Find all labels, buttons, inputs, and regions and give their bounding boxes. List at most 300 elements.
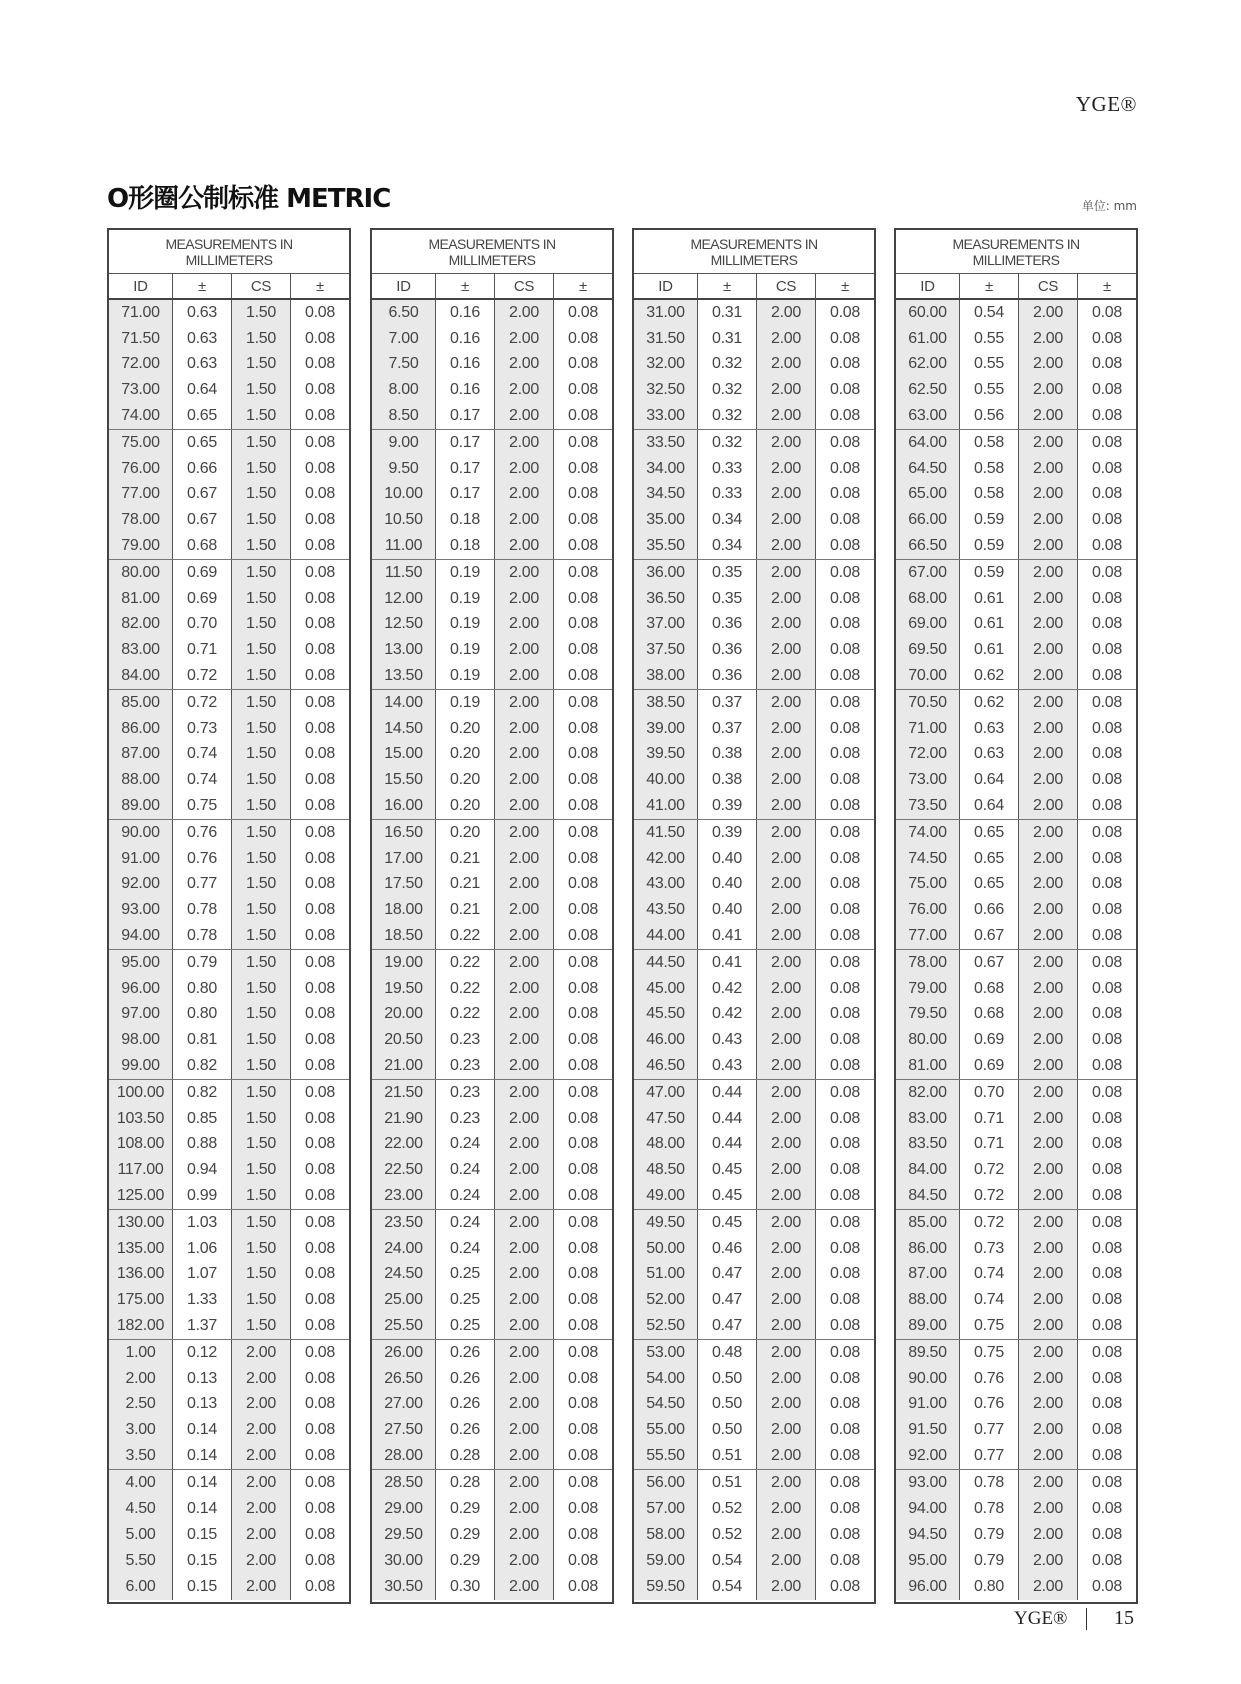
col-cs-header: CS [495, 274, 554, 298]
col-id-tolerance-cell: 0.77 [960, 1417, 1019, 1443]
col-cs-tolerance-cell: 0.08 [568, 511, 598, 529]
col-cs-cell: 2.00 [495, 872, 554, 898]
col-cs-cell: 2.00 [757, 1340, 816, 1366]
col-id-cell: 83.50 [896, 1132, 960, 1158]
col-id-tolerance-header: ± [436, 274, 495, 298]
col-id-cell: 70.50 [896, 690, 960, 716]
col-id-tolerance-cell: 0.15 [173, 1522, 232, 1548]
col-id-cell: 52.00 [634, 1287, 698, 1313]
col-cs-tolerance-cell: 0.08 [568, 1343, 598, 1361]
table-row [372, 716, 612, 742]
col-cs-cell: 2.00 [1019, 377, 1078, 403]
col-id-tolerance-cell: 0.81 [173, 1027, 232, 1053]
col-id-tolerance-cell: 0.43 [698, 1053, 757, 1079]
col-id-cell: 18.00 [372, 897, 436, 923]
col-id-tolerance-cell: 0.23 [436, 1027, 495, 1053]
col-id-tolerance-cell: 0.88 [173, 1132, 232, 1158]
col-cs-tolerance-cell: 0.08 [830, 537, 860, 555]
table-row [372, 1496, 612, 1522]
col-cs-tolerance-cell: 0.08 [1092, 1395, 1122, 1413]
table-row [896, 1262, 1136, 1288]
col-id-tolerance-cell: 0.29 [436, 1496, 495, 1522]
col-cs-cell: 2.00 [495, 663, 554, 689]
col-cs-tolerance-cell: 0.08 [568, 875, 598, 893]
table-row [896, 326, 1136, 352]
col-cs-tolerance-cell: 0.08 [305, 1343, 335, 1361]
col-cs-tolerance-cell: 0.08 [568, 1317, 598, 1335]
col-cs-tolerance-cell: 0.08 [305, 641, 335, 659]
col-id-tolerance-cell: 0.24 [436, 1132, 495, 1158]
table-row [896, 560, 1136, 586]
col-id-cell: 23.50 [372, 1210, 436, 1236]
col-id-cell: 36.50 [634, 586, 698, 612]
col-id-tolerance-cell: 0.21 [436, 897, 495, 923]
col-id-cell: 90.00 [109, 820, 173, 846]
col-id-tolerance-cell: 0.50 [698, 1417, 757, 1443]
col-id-tolerance-cell: 1.06 [173, 1236, 232, 1262]
col-cs-tolerance-cell: 0.08 [830, 1369, 860, 1387]
col-cs-cell: 2.00 [495, 1470, 554, 1496]
col-cs-cell: 2.00 [1019, 1522, 1078, 1548]
col-id-tolerance-cell: 0.45 [698, 1210, 757, 1236]
col-cs-cell: 1.50 [232, 663, 291, 689]
col-id-tolerance-cell: 0.74 [960, 1262, 1019, 1288]
table-row [896, 663, 1136, 689]
col-id-cell: 82.00 [896, 1080, 960, 1106]
col-cs-cell: 2.00 [757, 300, 816, 326]
col-id-cell: 117.00 [109, 1157, 173, 1183]
table-row [372, 1470, 612, 1496]
col-id-cell: 88.00 [896, 1287, 960, 1313]
col-id-cell: 30.00 [372, 1548, 436, 1574]
col-id-cell: 94.00 [896, 1496, 960, 1522]
col-id-tolerance-cell: 0.74 [173, 742, 232, 768]
row-group [109, 1340, 349, 1470]
col-cs-cell: 1.50 [232, 507, 291, 533]
table-row [634, 560, 874, 586]
col-cs-tolerance-header: ± [841, 277, 849, 295]
table-row [372, 1132, 612, 1158]
col-id-tolerance-cell: 0.55 [960, 326, 1019, 352]
col-cs-tolerance-cell: 0.08 [1092, 511, 1122, 529]
col-id-cell: 175.00 [109, 1287, 173, 1313]
table-row [372, 1366, 612, 1392]
col-cs-tolerance-cell: 0.08 [1092, 1369, 1122, 1387]
row-group [109, 300, 349, 430]
col-cs-cell: 2.00 [757, 612, 816, 638]
col-id-cell: 54.00 [634, 1366, 698, 1392]
col-cs-cell: 2.00 [757, 377, 816, 403]
table-row [109, 1262, 349, 1288]
col-cs-cell: 2.00 [495, 533, 554, 559]
col-id-cell: 96.00 [109, 976, 173, 1002]
col-cs-tolerance-cell: 0.08 [305, 1213, 335, 1231]
col-id-cell: 24.50 [372, 1262, 436, 1288]
col-id-tolerance-cell: 0.77 [960, 1443, 1019, 1469]
col-cs-cell: 2.00 [232, 1574, 291, 1600]
col-id-tolerance-cell: 0.19 [436, 586, 495, 612]
col-cs-cell: 2.00 [495, 1183, 554, 1209]
col-cs-cell: 1.50 [232, 897, 291, 923]
col-id-tolerance-cell: 0.66 [960, 897, 1019, 923]
col-cs-cell: 2.00 [757, 767, 816, 793]
col-id-cell: 14.00 [372, 690, 436, 716]
col-cs-cell: 1.50 [232, 767, 291, 793]
col-cs-tolerance-cell: 0.08 [568, 1161, 598, 1179]
col-id-cell: 84.50 [896, 1183, 960, 1209]
table-header: MEASUREMENTS IN MILLIMETERS [372, 230, 612, 274]
col-cs-tolerance-cell: 0.08 [830, 1317, 860, 1335]
col-id-cell: 89.00 [109, 793, 173, 819]
table-row [634, 1496, 874, 1522]
col-id-cell: 13.50 [372, 663, 436, 689]
table-row [109, 1496, 349, 1522]
col-cs-tolerance-cell: 0.08 [568, 355, 598, 373]
table-row [372, 872, 612, 898]
col-cs-tolerance-cell: 0.08 [568, 849, 598, 867]
row-group [109, 690, 349, 820]
col-id-cell: 41.00 [634, 793, 698, 819]
col-cs-tolerance-cell: 0.08 [830, 1083, 860, 1101]
table-row [896, 430, 1136, 456]
col-id-tolerance-cell: 0.32 [698, 352, 757, 378]
col-cs-tolerance-cell: 0.08 [830, 1213, 860, 1231]
col-id-tolerance-cell: 0.31 [698, 326, 757, 352]
table-row [372, 1417, 612, 1443]
col-id-cell: 15.00 [372, 742, 436, 768]
col-cs-tolerance-header: ± [579, 277, 587, 295]
table-row [372, 482, 612, 508]
col-id-tolerance-cell: 0.37 [698, 690, 757, 716]
table-row [372, 767, 612, 793]
col-id-tolerance-cell: 0.14 [173, 1496, 232, 1522]
col-id-cell: 23.00 [372, 1183, 436, 1209]
table-row [634, 1366, 874, 1392]
col-cs-tolerance-cell: 0.08 [305, 1369, 335, 1387]
col-id-cell: 80.00 [896, 1027, 960, 1053]
table-row [109, 507, 349, 533]
col-cs-tolerance-cell: 0.08 [305, 693, 335, 711]
row-group [896, 690, 1136, 820]
table-row [896, 820, 1136, 846]
col-id-tolerance-header: ± [173, 274, 232, 298]
col-cs-tolerance-cell: 0.08 [305, 1291, 335, 1309]
table-row [109, 482, 349, 508]
table-row [372, 1106, 612, 1132]
table-row [896, 1002, 1136, 1028]
col-cs-tolerance-cell: 0.08 [830, 615, 860, 633]
col-cs-tolerance-cell: 0.08 [568, 1500, 598, 1517]
col-id-tolerance-cell: 0.13 [173, 1366, 232, 1392]
col-id-tolerance-cell: 0.65 [960, 872, 1019, 898]
col-id-tolerance-cell: 0.22 [436, 950, 495, 976]
col-id-cell: 4.00 [109, 1470, 173, 1496]
col-id-tolerance-cell: 0.26 [436, 1392, 495, 1418]
col-id-cell: 75.00 [109, 430, 173, 456]
col-cs-tolerance-cell: 0.08 [1092, 641, 1122, 659]
col-cs-tolerance-cell: 0.08 [305, 953, 335, 971]
col-cs-cell: 2.00 [757, 482, 816, 508]
col-cs-cell: 2.00 [495, 1366, 554, 1392]
column-headers [372, 274, 612, 300]
col-id-tolerance-cell: 0.19 [436, 637, 495, 663]
col-id-tolerance-cell: 0.79 [173, 950, 232, 976]
col-id-cell: 78.00 [896, 950, 960, 976]
table-row [634, 1053, 874, 1079]
table-row [896, 690, 1136, 716]
col-id-tolerance-cell: 0.64 [960, 767, 1019, 793]
table-row [372, 1236, 612, 1262]
col-cs-cell: 2.00 [757, 1262, 816, 1288]
col-id-cell: 93.00 [896, 1470, 960, 1496]
col-cs-cell: 2.00 [757, 1080, 816, 1106]
col-id-tolerance-cell: 0.22 [436, 1002, 495, 1028]
col-id-tolerance-cell: 0.20 [436, 820, 495, 846]
col-cs-cell: 2.00 [757, 1210, 816, 1236]
table-header: MEASUREMENTS IN MILLIMETERS [634, 230, 874, 274]
col-id-cell: 3.50 [109, 1443, 173, 1469]
col-cs-tolerance-cell: 0.08 [305, 1161, 335, 1179]
table-row [896, 1080, 1136, 1106]
col-id-cell: 29.50 [372, 1522, 436, 1548]
table-row [634, 1443, 874, 1469]
col-id-tolerance-cell: 0.62 [960, 663, 1019, 689]
col-id-tolerance-cell: 0.36 [698, 612, 757, 638]
col-id-tolerance-cell: 0.70 [173, 612, 232, 638]
col-id-tolerance-cell: 0.25 [436, 1287, 495, 1313]
table-row [634, 1157, 874, 1183]
col-id-cell: 103.50 [109, 1106, 173, 1132]
col-id-cell: 83.00 [109, 637, 173, 663]
col-id-tolerance-cell: 0.37 [698, 716, 757, 742]
col-id-cell: 19.00 [372, 950, 436, 976]
col-id-cell: 72.00 [896, 742, 960, 768]
col-id-tolerance-cell: 0.85 [173, 1106, 232, 1132]
col-cs-cell: 2.00 [495, 586, 554, 612]
col-cs-tolerance-cell: 0.08 [1092, 875, 1122, 893]
table-row [372, 846, 612, 872]
table-row [109, 326, 349, 352]
col-id-tolerance-cell: 0.13 [173, 1392, 232, 1418]
col-cs-tolerance-cell: 0.08 [568, 1187, 598, 1205]
col-id-tolerance-cell: 0.18 [436, 533, 495, 559]
col-cs-cell: 2.00 [1019, 1027, 1078, 1053]
col-id-header: ID [372, 274, 436, 298]
col-cs-cell: 2.00 [757, 872, 816, 898]
col-id-cell: 135.00 [109, 1236, 173, 1262]
col-cs-tolerance-cell: 0.08 [1092, 537, 1122, 555]
col-cs-tolerance-cell: 0.08 [568, 1474, 598, 1491]
col-cs-tolerance-cell: 0.08 [830, 1057, 860, 1075]
table-row [372, 456, 612, 482]
table-row [634, 1183, 874, 1209]
col-cs-tolerance-cell: 0.08 [568, 979, 598, 997]
table-row [372, 1340, 612, 1366]
col-cs-tolerance-cell: 0.08 [568, 1239, 598, 1257]
col-cs-cell: 1.50 [232, 1236, 291, 1262]
col-cs-tolerance-cell: 0.08 [305, 1005, 335, 1023]
column-headers [896, 274, 1136, 300]
col-cs-cell: 2.00 [495, 1392, 554, 1418]
col-cs-tolerance-cell: 0.08 [305, 1500, 335, 1517]
col-id-tolerance-cell: 0.47 [698, 1313, 757, 1339]
col-id-tolerance-cell: 0.16 [436, 377, 495, 403]
col-cs-cell: 2.00 [757, 456, 816, 482]
row-group [896, 300, 1136, 430]
col-cs-tolerance-cell: 0.08 [830, 693, 860, 711]
col-id-tolerance-cell: 0.22 [436, 923, 495, 949]
col-id-tolerance-cell: 0.17 [436, 430, 495, 456]
col-id-cell: 71.00 [109, 300, 173, 326]
col-cs-tolerance-cell: 0.08 [830, 1109, 860, 1127]
col-cs-tolerance-cell: 0.08 [1092, 1083, 1122, 1101]
col-cs-tolerance-cell: 0.08 [1092, 1109, 1122, 1127]
col-id-tolerance-cell: 0.63 [173, 300, 232, 326]
col-id-cell: 7.50 [372, 352, 436, 378]
col-id-tolerance-cell: 0.28 [436, 1443, 495, 1469]
col-id-cell: 39.00 [634, 716, 698, 742]
col-id-cell: 56.00 [634, 1470, 698, 1496]
col-id-tolerance-cell: 0.20 [436, 716, 495, 742]
row-group [896, 1340, 1136, 1470]
col-id-cell: 40.00 [634, 767, 698, 793]
col-cs-cell: 2.00 [495, 820, 554, 846]
table-row [109, 846, 349, 872]
table-row [634, 716, 874, 742]
row-group [372, 560, 612, 690]
col-cs-tolerance-cell: 0.08 [830, 1161, 860, 1179]
col-id-tolerance-header: ± [960, 274, 1019, 298]
row-group [896, 560, 1136, 690]
col-cs-cell: 2.00 [495, 1027, 554, 1053]
col-cs-cell: 2.00 [232, 1548, 291, 1574]
col-id-cell: 91.00 [109, 846, 173, 872]
table-row [372, 533, 612, 559]
table-row [372, 1287, 612, 1313]
table-row [896, 482, 1136, 508]
col-cs-cell: 1.50 [232, 976, 291, 1002]
col-cs-cell: 2.00 [495, 716, 554, 742]
col-id-tolerance-cell: 0.19 [436, 612, 495, 638]
col-cs-tolerance-cell: 0.08 [1092, 1421, 1122, 1439]
col-id-tolerance-cell: 0.35 [698, 586, 757, 612]
col-id-tolerance-cell: 0.69 [960, 1053, 1019, 1079]
col-cs-tolerance-cell: 0.08 [1092, 953, 1122, 971]
col-cs-tolerance-cell: 0.08 [568, 433, 598, 451]
col-id-tolerance-cell: 0.52 [698, 1496, 757, 1522]
row-group [634, 430, 874, 560]
col-cs-tolerance-cell: 0.08 [568, 1369, 598, 1387]
col-id-cell: 49.00 [634, 1183, 698, 1209]
col-id-cell: 11.00 [372, 533, 436, 559]
col-cs-tolerance-cell: 0.08 [1092, 1135, 1122, 1153]
col-id-cell: 66.00 [896, 507, 960, 533]
row-group [634, 1080, 874, 1210]
col-cs-tolerance-cell: 0.08 [568, 381, 598, 399]
col-cs-cell: 2.00 [495, 612, 554, 638]
col-id-tolerance-cell: 0.32 [698, 430, 757, 456]
col-id-tolerance-cell: 0.59 [960, 507, 1019, 533]
row-group [634, 300, 874, 430]
col-cs-cell: 2.00 [1019, 1417, 1078, 1443]
col-cs-tolerance-cell: 0.08 [305, 875, 335, 893]
col-id-cell: 29.00 [372, 1496, 436, 1522]
col-cs-cell: 2.00 [495, 1210, 554, 1236]
col-cs-tolerance-cell: 0.08 [305, 901, 335, 919]
col-cs-cell: 2.00 [757, 976, 816, 1002]
col-cs-tolerance-cell: 0.08 [830, 303, 860, 321]
col-id-tolerance-cell: 0.59 [960, 533, 1019, 559]
table-row [634, 872, 874, 898]
col-cs-cell: 2.00 [757, 1417, 816, 1443]
col-cs-cell: 2.00 [757, 637, 816, 663]
col-id-cell: 73.00 [896, 767, 960, 793]
col-id-cell: 27.00 [372, 1392, 436, 1418]
row-group [634, 1470, 874, 1600]
col-id-cell: 83.00 [896, 1106, 960, 1132]
row-group [372, 1210, 612, 1340]
table-row [896, 1443, 1136, 1469]
row-group [896, 1210, 1136, 1340]
table-row [109, 1236, 349, 1262]
col-id-cell: 15.50 [372, 767, 436, 793]
col-id-tolerance-cell: 0.14 [173, 1443, 232, 1469]
measurement-table-1 [107, 228, 351, 1604]
col-cs-cell: 2.00 [1019, 872, 1078, 898]
col-cs-tolerance-cell: 0.08 [568, 953, 598, 971]
table-row [109, 1443, 349, 1469]
col-cs-cell: 2.00 [757, 352, 816, 378]
col-cs-tolerance-cell: 0.08 [830, 1135, 860, 1153]
col-cs-tolerance-cell: 0.08 [1092, 667, 1122, 685]
col-id-tolerance-cell: 0.41 [698, 950, 757, 976]
col-id-tolerance-cell: 0.71 [960, 1132, 1019, 1158]
table-row [896, 1210, 1136, 1236]
col-id-cell: 87.00 [109, 742, 173, 768]
col-cs-cell: 2.00 [757, 1496, 816, 1522]
col-cs-tolerance-header: ± [316, 277, 324, 295]
col-id-tolerance-cell: 0.36 [698, 637, 757, 663]
table-header: MEASUREMENTS IN MILLIMETERS [109, 230, 349, 274]
row-group [634, 560, 874, 690]
table-row [372, 690, 612, 716]
table-row [109, 1106, 349, 1132]
row-group [109, 560, 349, 690]
table-row [372, 612, 612, 638]
col-id-tolerance-cell: 0.69 [173, 560, 232, 586]
col-id-cell: 81.00 [896, 1053, 960, 1079]
col-id-cell: 5.50 [109, 1548, 173, 1574]
col-cs-cell: 2.00 [1019, 326, 1078, 352]
table-row [634, 663, 874, 689]
col-id-tolerance-cell: 1.03 [173, 1210, 232, 1236]
col-id-cell: 43.00 [634, 872, 698, 898]
col-cs-cell: 2.00 [1019, 560, 1078, 586]
col-cs-tolerance-cell: 0.08 [305, 1395, 335, 1413]
col-id-cell: 38.50 [634, 690, 698, 716]
table-row [896, 897, 1136, 923]
col-cs-cell: 2.00 [1019, 663, 1078, 689]
col-cs-tolerance-cell: 0.08 [568, 641, 598, 659]
col-cs-cell: 1.50 [232, 482, 291, 508]
col-id-cell: 36.00 [634, 560, 698, 586]
col-id-cell: 17.50 [372, 872, 436, 898]
col-id-cell: 92.00 [109, 872, 173, 898]
table-row [372, 1002, 612, 1028]
table-row [896, 846, 1136, 872]
col-id-cell: 57.00 [634, 1496, 698, 1522]
col-id-cell: 38.00 [634, 663, 698, 689]
